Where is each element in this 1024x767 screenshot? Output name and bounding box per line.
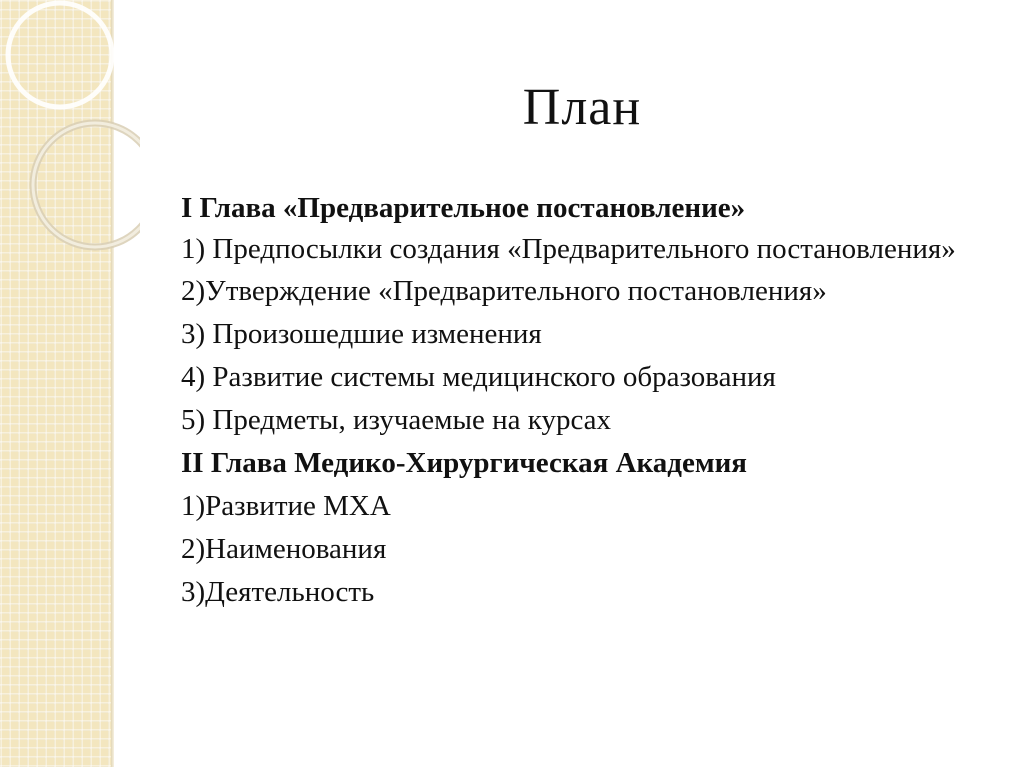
list-item: 1) Предпосылки создания «Предварительного постановления» bbox=[181, 233, 956, 265]
list-item: 1)Развитие МХА bbox=[181, 490, 391, 522]
chapter-2-heading: II Глава Медико-Хирургическая Академия bbox=[181, 447, 747, 479]
plan-list bbox=[181, 190, 1001, 617]
list-item: 4) Развитие системы медицинского образования bbox=[181, 361, 776, 393]
list-item: 5) Предметы, изучаемые на курсах bbox=[181, 404, 612, 436]
list-item: 2)Утверждение «Предварительного постановления» bbox=[181, 275, 827, 307]
slide-title: План bbox=[522, 79, 642, 136]
chapter-1-heading: I Глава «Предварительное постановление» bbox=[181, 192, 746, 224]
list-item: 3) Произошедшие изменения bbox=[181, 318, 542, 350]
list-item: 2)Наименования bbox=[181, 533, 387, 565]
list-item: 3)Деятельность bbox=[181, 576, 375, 608]
